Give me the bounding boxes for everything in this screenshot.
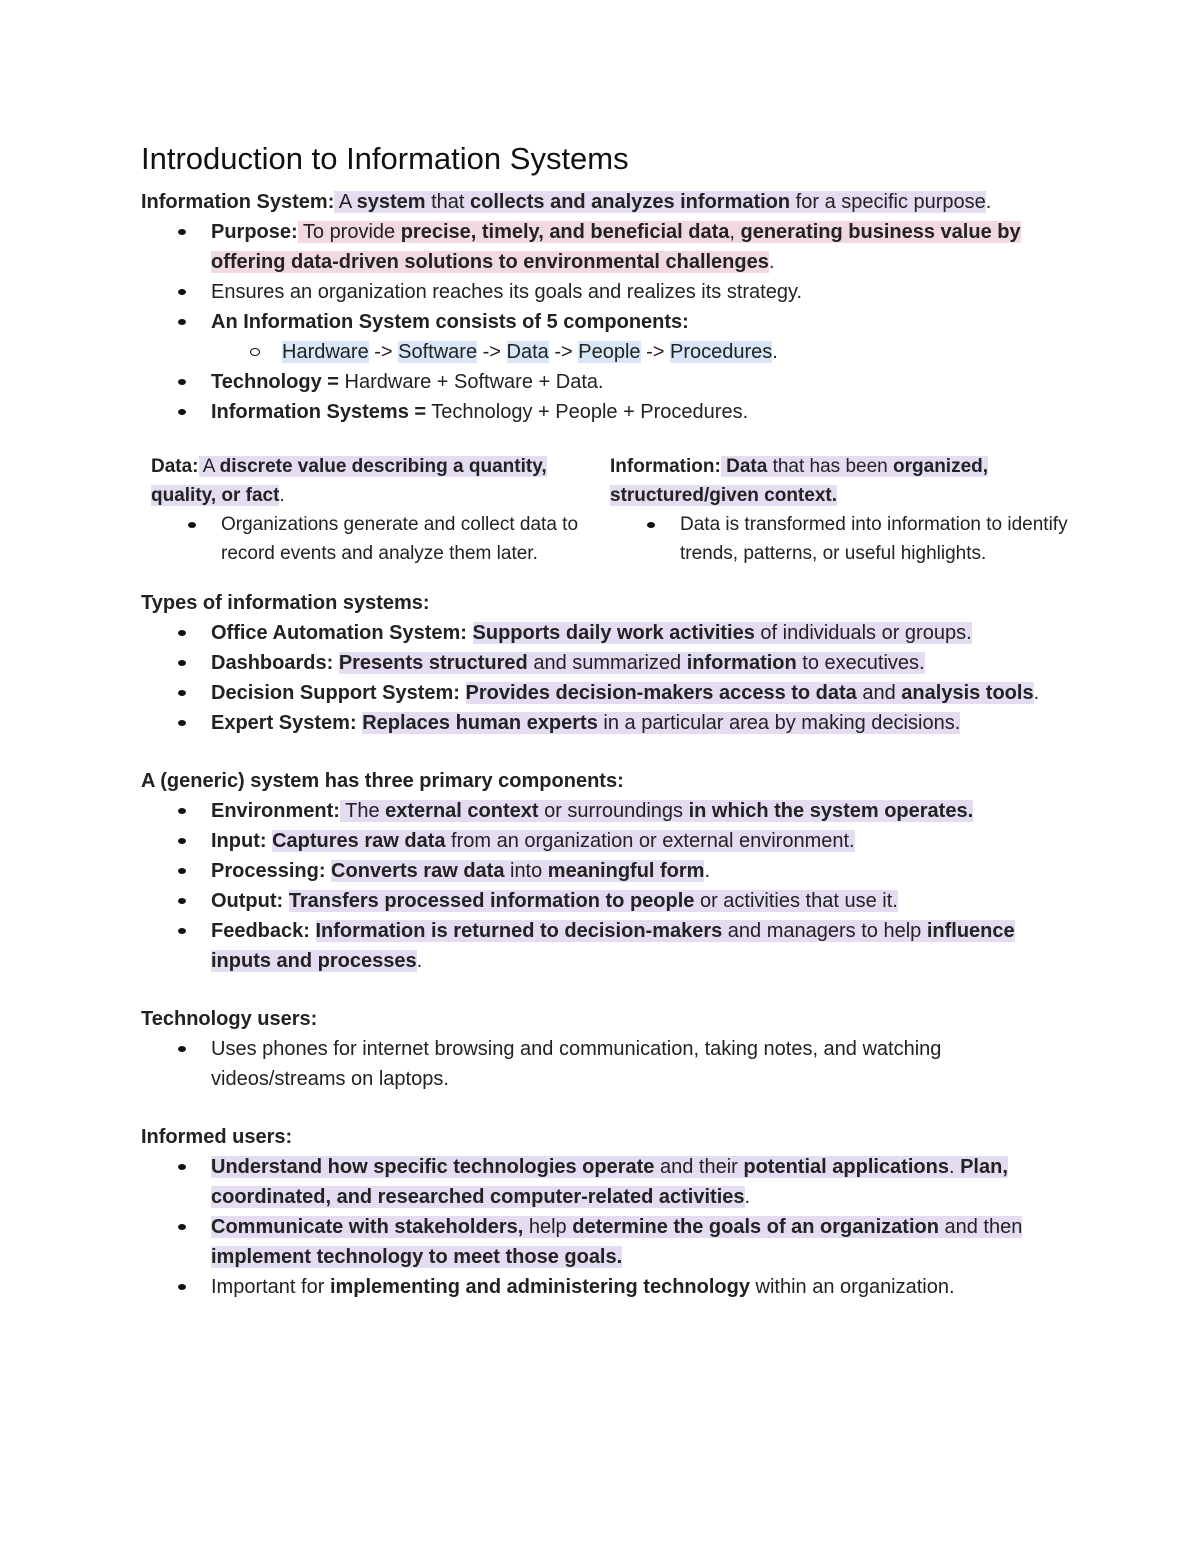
text-bold: Converts raw data: [331, 860, 505, 882]
text: to executives.: [796, 652, 925, 674]
two-column-table: [151, 452, 1071, 568]
generic-heading: [141, 766, 1071, 796]
text-bold: potential applications: [743, 1156, 949, 1178]
text-bold: precise, timely, and beneficial data: [400, 221, 730, 243]
data-bullets: [151, 510, 610, 568]
item-label: Processing:: [211, 860, 326, 882]
item-label: Decision Support System:: [211, 682, 460, 704]
text: ,: [729, 221, 741, 243]
list-item-dashboards: [211, 648, 1071, 678]
technology-users-heading: [141, 1004, 1071, 1034]
text: .: [768, 251, 775, 273]
component-software: Software: [398, 341, 478, 363]
list-item-components: [211, 307, 1071, 337]
text: and their: [654, 1156, 744, 1178]
text-bold: Provides decision-makers access to data: [465, 682, 857, 704]
item-label: Technology =: [211, 371, 339, 393]
data-column: [151, 452, 610, 568]
text: that has been: [767, 456, 894, 477]
arrow: ->: [548, 341, 579, 363]
information-system-definition: [141, 187, 1071, 217]
item-label: Office Automation System:: [211, 622, 467, 644]
technology-users-list: [141, 1034, 1071, 1094]
text-bold: analysis tools: [901, 682, 1034, 704]
data-definition: [151, 452, 610, 510]
text-bold: discrete value describing a quantity, quality, or fact: [151, 456, 547, 506]
list-item-information-systems: [211, 397, 1071, 427]
text: or surroundings: [538, 800, 689, 822]
text-bold: Replaces human experts: [362, 712, 598, 734]
list-item-purpose: [211, 217, 1071, 277]
text: into: [504, 860, 548, 882]
text: and then: [938, 1216, 1023, 1238]
informed-users-heading: [141, 1122, 1071, 1152]
list-item: Uses phones for internet browsing and communication, taking notes, and watching videos/streams on laptops.: [211, 1034, 1071, 1094]
list-item-decision-support: [211, 678, 1071, 708]
text-bold: in which the system operates.: [688, 800, 974, 822]
list-item-feedback: [211, 916, 1071, 976]
information-column: [610, 452, 1069, 568]
text: and: [856, 682, 902, 704]
text: Technology + People + Procedures.: [426, 401, 749, 423]
text: of individuals or groups.: [754, 622, 972, 644]
text: .: [1033, 682, 1040, 704]
text: .: [772, 341, 778, 363]
text-bold: collects and analyzes information: [470, 191, 791, 213]
generic-list: [141, 796, 1071, 976]
arrow: ->: [640, 341, 670, 363]
types-heading: [141, 588, 1071, 618]
item-label: Dashboards:: [211, 652, 334, 674]
list-item-communicate: [211, 1212, 1071, 1272]
heading-text: Types of information systems:: [141, 592, 430, 614]
component-people: People: [578, 341, 641, 363]
text-bold: Data: [726, 456, 768, 477]
component-data: Data: [506, 341, 549, 363]
text: .: [948, 1156, 961, 1178]
heading-text: A (generic) system has three primary components:: [141, 770, 624, 792]
list-item-ensures: Ensures an organization reaches its goals and realizes its strategy.: [211, 277, 1071, 307]
item-label: Information:: [610, 456, 721, 477]
text-bold: information: [686, 652, 797, 674]
text: The: [339, 800, 386, 822]
arrow: ->: [477, 341, 507, 363]
list-item-important: [211, 1272, 1071, 1302]
text-bold: An Information System consists of 5 components:: [211, 311, 689, 333]
component-procedures: Procedures: [669, 341, 773, 363]
types-list: [141, 618, 1071, 738]
item-label: Expert System:: [211, 712, 357, 734]
text: that: [425, 191, 471, 213]
text-bold: generating business value by offering data-driven solutions to environmental challenges: [211, 221, 1021, 273]
text-bold: determine the goals of an organization: [572, 1216, 939, 1238]
component-hardware: Hardware: [282, 341, 369, 363]
item-label: Data:: [151, 456, 199, 477]
text: for a specific purpose: [790, 191, 986, 213]
text: A: [198, 456, 220, 477]
informed-users-list: [141, 1152, 1071, 1302]
text-bold: implement technology to meet those goals.: [211, 1246, 623, 1268]
list-item-processing: [211, 856, 1071, 886]
item-label: Purpose:: [211, 221, 298, 243]
text: A: [334, 191, 357, 213]
text-bold: external context: [385, 800, 539, 822]
item-label: Environment:: [211, 800, 340, 822]
text-bold: Understand how specific technologies operate: [211, 1156, 655, 1178]
text-bold: Communicate with stakeholders,: [211, 1216, 524, 1238]
text: .: [985, 191, 992, 213]
text-bold: system: [356, 191, 426, 213]
list-item-environment: [211, 796, 1071, 826]
text-bold: Information is returned to decision-makers: [315, 920, 723, 942]
term-label: Information System:: [141, 191, 335, 213]
equation-bullets: [141, 367, 1071, 427]
infosys-bullets: [141, 217, 1071, 337]
components-sublist: [141, 337, 1071, 367]
text: and summarized: [527, 652, 687, 674]
list-item-output: [211, 886, 1071, 916]
heading-text: Technology users:: [141, 1008, 318, 1030]
item-label: Input:: [211, 830, 267, 852]
arrow: ->: [368, 341, 399, 363]
text: help: [523, 1216, 573, 1238]
text-bold: Supports daily work activities: [472, 622, 755, 644]
list-item-expert-system: [211, 708, 1071, 738]
text: or activities that use it.: [694, 890, 898, 912]
text: .: [744, 1186, 751, 1208]
list-item-input: [211, 826, 1071, 856]
heading-text: Informed users:: [141, 1126, 293, 1148]
text: and managers to help: [722, 920, 927, 942]
text-bold: Plan, coordinated, and researched computer-related activities: [211, 1156, 1008, 1208]
item-label: Information Systems =: [211, 401, 427, 423]
text-bold: meaningful form: [547, 860, 705, 882]
item-label: Output:: [211, 890, 284, 912]
list-item-technology: [211, 367, 1071, 397]
item-label: Feedback:: [211, 920, 310, 942]
text-bold: Presents structured: [338, 652, 528, 674]
text-bold: Transfers processed information to people: [288, 890, 695, 912]
information-definition: [610, 452, 1069, 510]
information-bullets: [610, 510, 1069, 568]
text: Important for: [211, 1276, 330, 1298]
list-item: Organizations generate and collect data to record events and analyze them later.: [221, 510, 610, 568]
text: from an organization or external environment.: [445, 830, 855, 852]
text-bold: organized, structured/given context.: [610, 456, 989, 506]
list-item: Data is transformed into information to identify trends, patterns, or useful highlights.: [680, 510, 1069, 568]
text-bold: influence inputs and processes: [211, 920, 1015, 972]
text: within an organization.: [749, 1276, 955, 1298]
text-bold: implementing and administering technology: [329, 1276, 750, 1298]
page-title: Introduction to Information Systems: [141, 141, 629, 176]
list-item-understand: [211, 1152, 1071, 1212]
text: .: [416, 950, 423, 972]
document-page: [141, 138, 1071, 1302]
text: To provide: [297, 221, 401, 243]
text-bold: Captures raw data: [272, 830, 446, 852]
text: in a particular area by making decisions.: [597, 712, 961, 734]
text: .: [704, 860, 711, 882]
text: .: [279, 485, 285, 506]
text: Hardware + Software + Data.: [338, 371, 604, 393]
list-item-office-automation: [211, 618, 1071, 648]
list-item-components-chain: [282, 337, 1071, 367]
